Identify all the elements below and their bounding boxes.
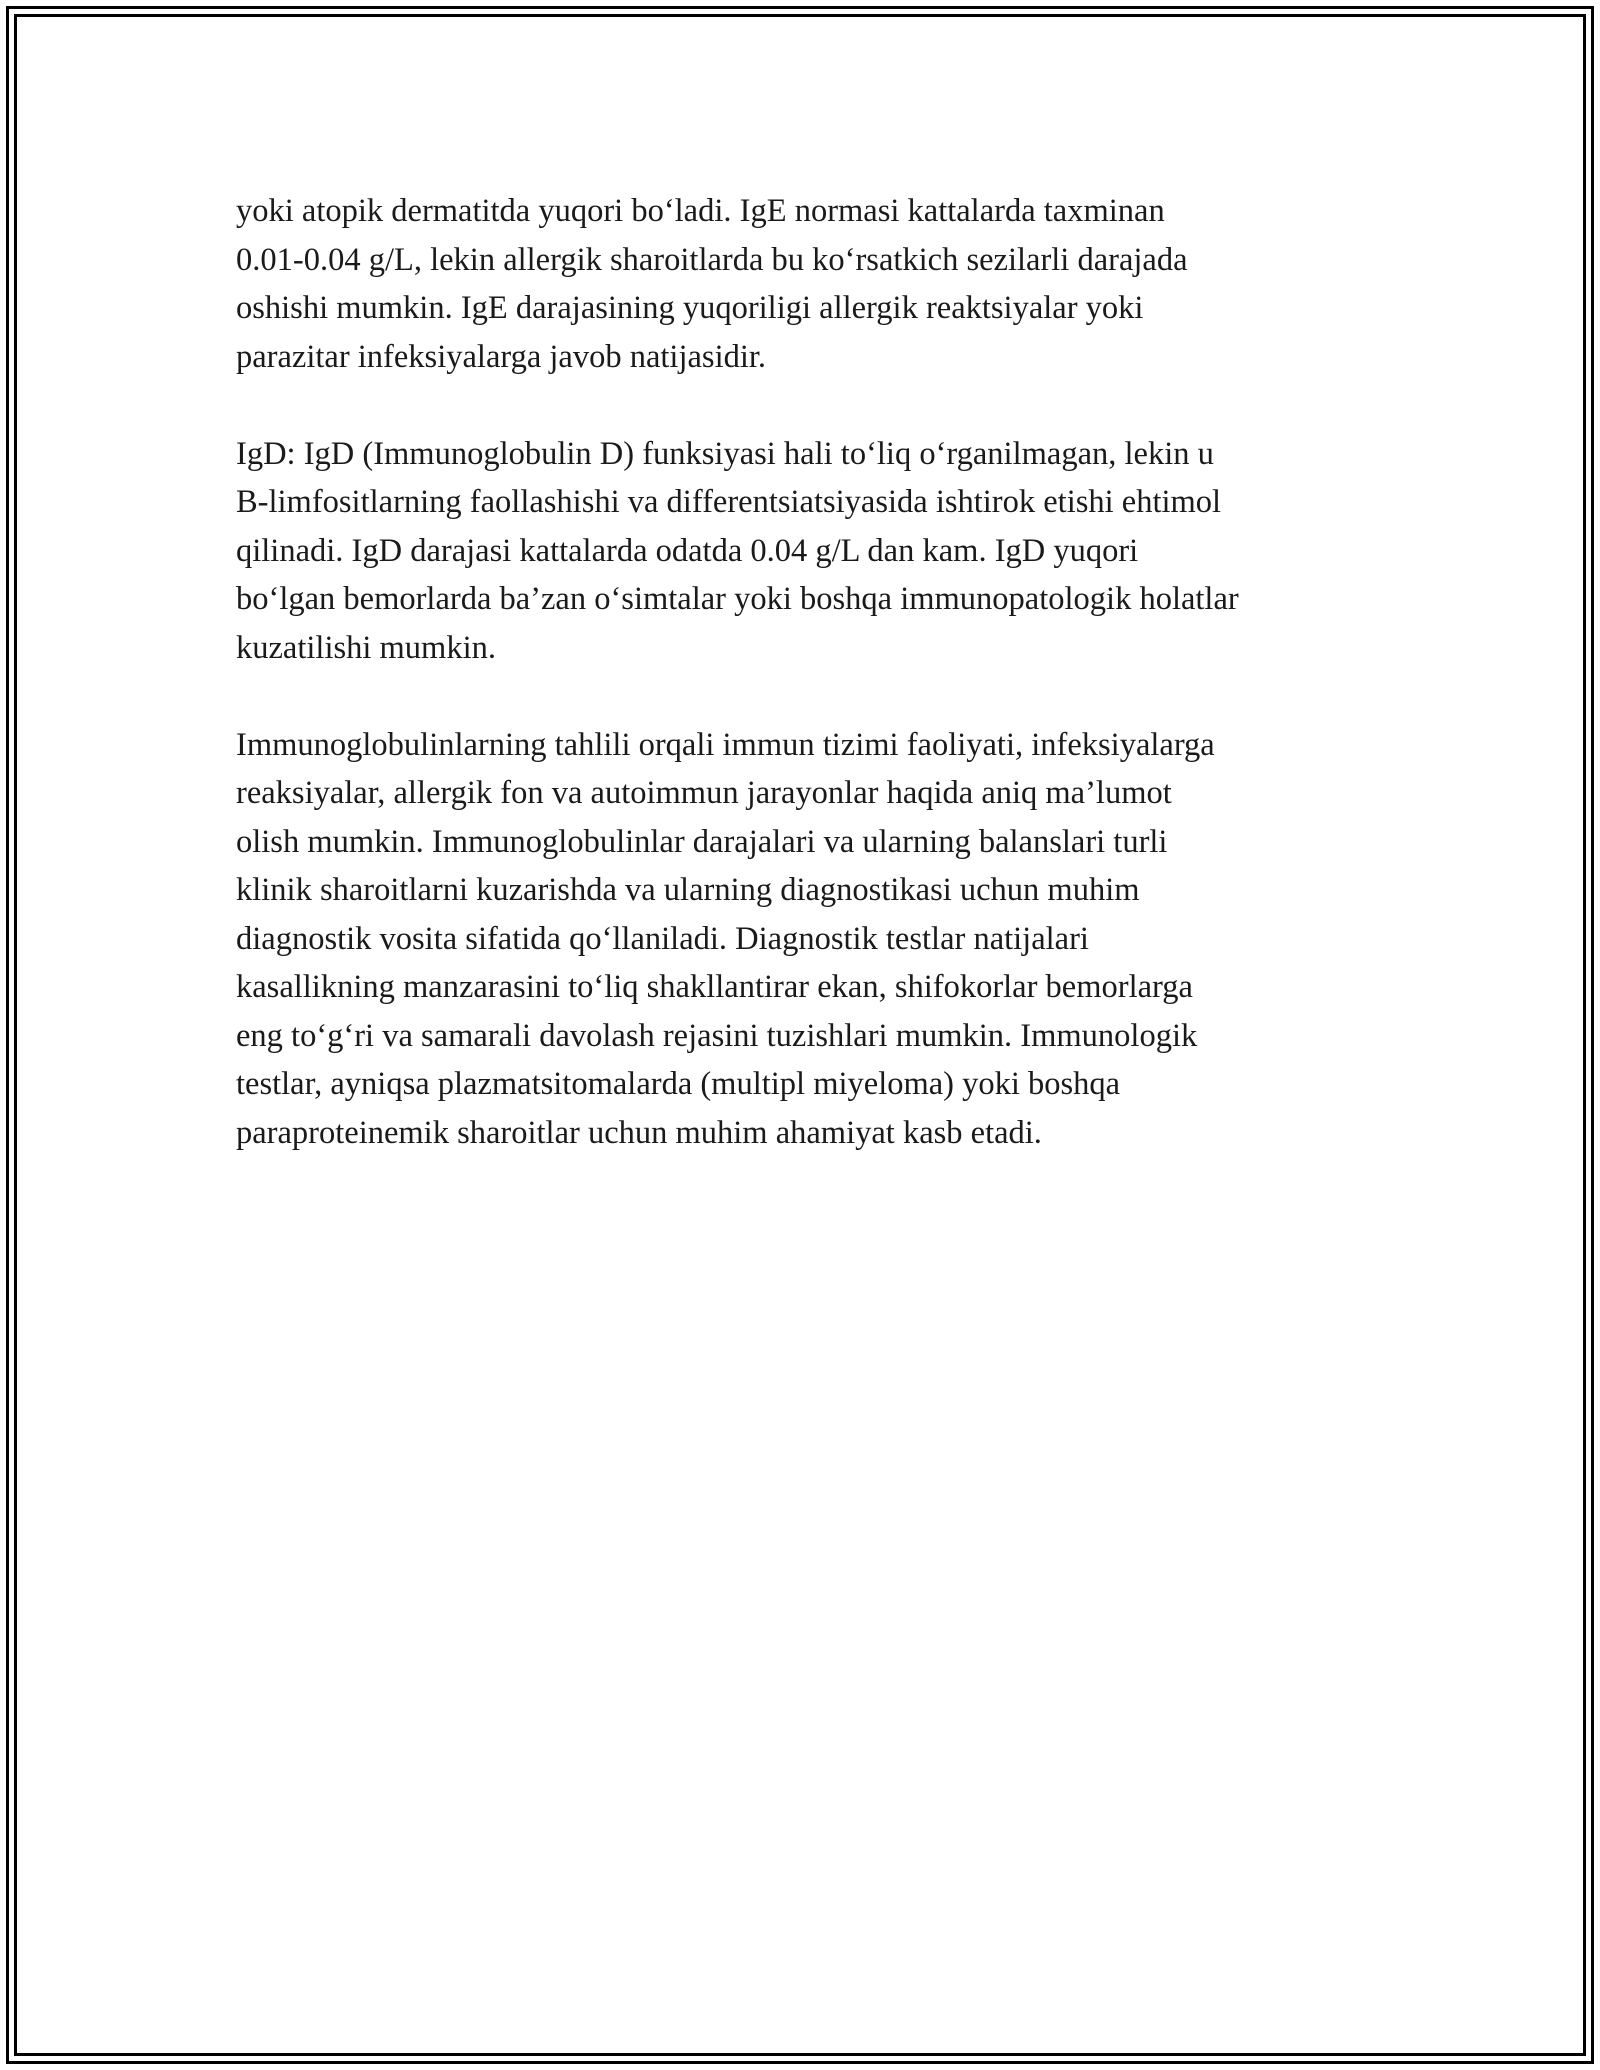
paragraph-summary [236, 721, 1396, 1158]
text-line: parazitar infeksiyalarga javob natijasidir. [236, 338, 767, 375]
paragraph-ige [236, 187, 1396, 381]
text-line: oshishi mumkin. IgE darajasining yuqoriligi allergik reaktsiyalar yoki [236, 290, 1144, 326]
text-line: klinik sharoitlarni kuzarishda va ularning diagnostikasi uchun muhim [236, 872, 1140, 908]
text-line: kasallikning manzarasini to‘liq shakllantirar ekan, shifokorlar bemorlarga [236, 969, 1193, 1005]
text-line: yoki atopik dermatitda yuqori bo‘ladi. IgE normasi kattalarda taxminan [236, 193, 1165, 229]
text-line: qilinadi. IgD darajasi kattalarda odatda 0.04 g/L dan kam. IgD yuqori [236, 532, 1139, 569]
text-line: Immunoglobulinlarning tahlili orqali immun tizimi faoliyati, infeksiyalarga [236, 726, 1215, 763]
text-line: IgD: IgD (Immunoglobulin D) funksiyasi hali to‘liq o‘rganilmagan, lekin u [236, 435, 1214, 472]
text-line: olish mumkin. Immunoglobulinlar darajalari va ularning balanslari turli [236, 823, 1168, 860]
text-line: eng to‘g‘ri va samarali davolash rejasini tuzishlari mumkin. Immunologik [236, 1017, 1198, 1054]
document-body [236, 187, 1396, 1206]
text-line: kuzatilishi mumkin. [236, 629, 496, 666]
text-line: paraproteinemik sharoitlar uchun muhim ahamiyat kasb etadi. [236, 1114, 1042, 1151]
text-line: testlar, ayniqsa plazmatsitomalarda (multipl miyeloma) yoki boshqa [236, 1066, 1121, 1102]
text-line: B-limfositlarning faollashishi va differentsiatsiyasida ishtirok etishi ehtimol [236, 484, 1222, 520]
text-line: reaksiyalar, allergik fon va autoimmun jarayonlar haqida aniq ma’lumot [236, 775, 1172, 811]
text-line: diagnostik vosita sifatida qo‘llaniladi. Diagnostik testlar natijalari [236, 920, 1089, 957]
paragraph-igd [236, 430, 1396, 673]
text-line: 0.01-0.04 g/L, lekin allergik sharoitlarda bu ko‘rsatkich sezilarli darajada [236, 241, 1188, 278]
text-line: bo‘lgan bemorlarda ba’zan o‘simtalar yoki boshqa immunopatologik holatlar [236, 581, 1239, 617]
